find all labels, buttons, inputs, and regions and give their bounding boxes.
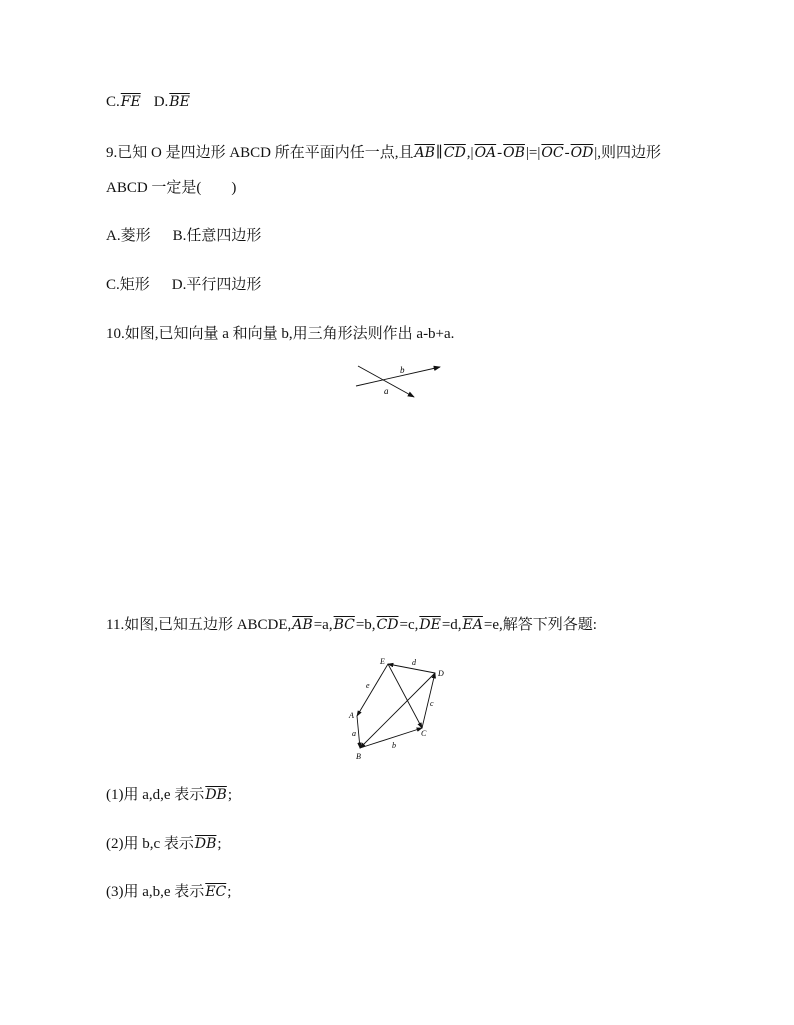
vector-fe: $\overline{FE}$ [120, 94, 141, 110]
vector-oc: $\overline{OC}$ [541, 145, 564, 161]
q9-eq: |=| [525, 145, 541, 161]
vector-cd-2: $\overline{CD}$ [376, 617, 399, 633]
edge-ea [357, 664, 388, 716]
edge-label-c: c [430, 699, 434, 708]
question-9-stem-cont: ABCD 一定是( ) [106, 180, 237, 196]
part2-end: ; [217, 836, 222, 852]
vector-db-1: $\overline{DB}$ [205, 787, 227, 803]
diagonal-ec [388, 664, 422, 728]
vector-oa: $\overline{OA}$ [474, 145, 497, 161]
part1-end: ; [227, 787, 232, 803]
q9-suffix: |,则四边形 [594, 145, 662, 161]
answer-options-cd [106, 92, 191, 112]
edge-label-d: d [412, 658, 416, 667]
q9-sep1: ,| [466, 145, 474, 161]
figure-11-pentagon [340, 652, 455, 764]
q11-t4: =d, [441, 617, 462, 633]
q11-prefix: 11.如图,已知五边形 ABCDE, [106, 617, 292, 633]
vector-ob: $\overline{OB}$ [503, 145, 525, 161]
vector-ab: $\overline{AB}$ [414, 145, 435, 161]
vector-ab-2: $\overline{AB}$ [292, 617, 313, 633]
question-9-stem [106, 143, 661, 163]
vector-bc: $\overline{BC}$ [333, 617, 355, 633]
part3-end: ; [227, 884, 232, 900]
question-11-part-2 [106, 834, 222, 854]
q9-minus1: - [497, 145, 503, 161]
q11-t5: =e,解答下列各题: [483, 617, 597, 633]
vector-od: $\overline{OD}$ [570, 145, 594, 161]
option-a: A.菱形 [106, 228, 151, 244]
part1-text: (1)用 a,d,e 表示 [106, 787, 205, 803]
edge-label-e: e [366, 681, 370, 690]
point-e-label: E [380, 657, 385, 666]
q11-t3: =c, [399, 617, 419, 633]
vector-db-2: $\overline{DB}$ [194, 836, 217, 852]
vector-ec: $\overline{EC}$ [205, 884, 227, 900]
part2-text: (2)用 b,c 表示 [106, 836, 194, 852]
vector-cd: $\overline{CD}$ [443, 145, 466, 161]
point-c-label: C [421, 729, 427, 738]
figure-10-vectors [350, 360, 450, 405]
edge-bc [360, 728, 422, 748]
label-b: b [400, 365, 405, 375]
vector-be: $\overline{BE}$ [169, 94, 190, 110]
option-d-label: D. [153, 94, 169, 110]
edge-label-a: a [352, 729, 356, 738]
label-a: a [384, 386, 389, 396]
option-d: D.平行四边形 [171, 277, 262, 293]
vector-de: $\overline{DE}$ [419, 617, 441, 633]
question-9-options-ab [106, 226, 261, 246]
vector-ea: $\overline{EA}$ [462, 617, 483, 633]
option-b: B.任意四边形 [172, 228, 262, 244]
edge-label-b: b [392, 741, 396, 750]
edge-ab [357, 716, 360, 748]
q9-prefix: 9.已知 O 是四边形 ABCD 所在平面内任一点,且 [106, 145, 414, 161]
q11-t2: =b, [355, 617, 376, 633]
vector-b-arrow [356, 367, 440, 386]
question-11-stem [106, 615, 597, 635]
part3-text: (3)用 a,b,e 表示 [106, 884, 205, 900]
q11-t1: =a, [313, 617, 333, 633]
point-b-label: B [356, 752, 361, 761]
point-d-label: D [438, 669, 444, 678]
question-11-part-1 [106, 785, 232, 805]
question-10-stem: 10.如图,已知向量 a 和向量 b,用三角形法则作出 a-b+a. [106, 326, 455, 342]
option-c: C.矩形 [106, 277, 150, 293]
question-9-options-cd [106, 275, 261, 295]
question-11-part-3 [106, 882, 231, 902]
option-c-label: C. [106, 94, 120, 110]
parallel-symbol: ∥ [435, 145, 443, 161]
point-a-label: A [349, 711, 354, 720]
q9-minus2: - [564, 145, 570, 161]
